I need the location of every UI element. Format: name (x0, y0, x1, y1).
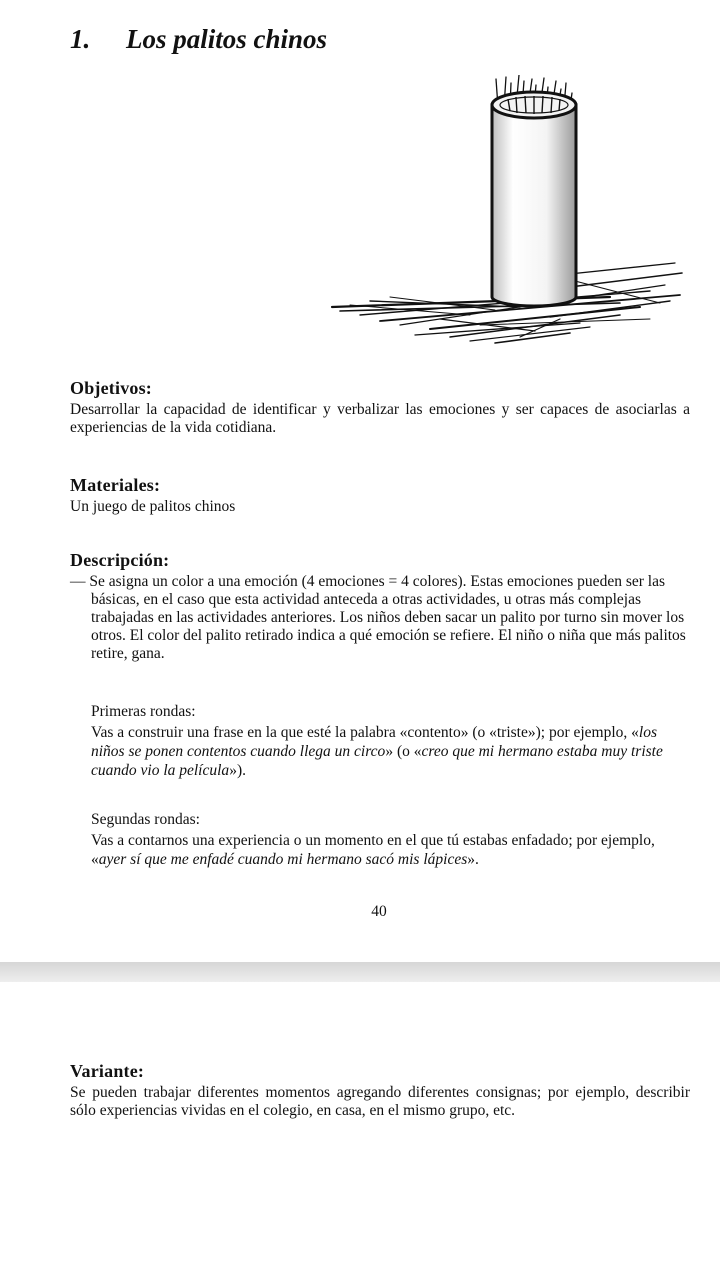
objetivos-heading: Objetivos: (70, 378, 152, 398)
descripcion-heading: Descripción: (70, 550, 170, 570)
page-number: 40 (371, 903, 387, 920)
primeras-rondas-label: Primeras rondas: (91, 703, 196, 720)
primeras-rondas-text (91, 723, 690, 780)
chapter-number: 1. (70, 24, 91, 54)
page-separator (0, 962, 720, 982)
primeras-rondas-example-2: creo que mi hermano estaba muy triste cuando vio la película (91, 743, 663, 779)
descripcion-dash: — (70, 573, 90, 590)
segundas-rondas-tail: ». (467, 851, 479, 868)
pick-up-sticks-cylinder-illustration (320, 75, 690, 350)
segundas-rondas-label: Segundas rondas: (91, 811, 200, 828)
chapter-title (70, 24, 327, 55)
materiales-heading: Materiales: (70, 475, 161, 495)
descripcion-text (70, 573, 690, 663)
segundas-rondas-lead: Vas a contarnos una experiencia o un momento en el que tú estabas enfadado; por ejemplo, « (91, 832, 655, 868)
variante-section (70, 1061, 690, 1120)
primeras-rondas-tail: »). (229, 762, 246, 779)
descripcion-body: Se asigna un color a una emoción (4 emociones = 4 colores). Estas emociones pueden ser las básicas, en el caso que esta actividad anteceda a otras actividades, u otras más complejas trabajadas en las actividades anteriores. Los niños deben sacar un palito por turno sin mover los otros. El color del palito retirado indica a qué emoción se refiere. El niño o niña que más palitos retire, gana. (89, 573, 686, 662)
materiales-text: Un juego de palitos chinos (70, 498, 236, 515)
primeras-rondas-lead: Vas a construir una frase en la que esté la palabra «contento» (o «triste»); por ejemplo, « (91, 724, 639, 741)
primeras-rondas-section (70, 703, 690, 780)
segundas-rondas-example: ayer sí que me enfadé cuando mi hermano sacó mis lápices (98, 851, 468, 868)
objetivos-text: Desarrollar la capacidad de identificar y verbalizar las emociones y ser capaces de asociarlas a experiencias de la vida cotidiana. (70, 401, 690, 436)
segundas-rondas-section (70, 811, 690, 869)
variante-text: Se pueden trabajar diferentes momentos agregando diferentes consignas; por ejemplo, describir sólo experiencias vividas en el colegio, en casa, en el mismo grupo, etc. (70, 1084, 690, 1119)
descripcion-section (70, 550, 690, 663)
objetivos-section (70, 378, 690, 437)
chapter-title-text: Los palitos chinos (126, 24, 328, 54)
segundas-rondas-text (91, 831, 690, 869)
variante-heading: Variante: (70, 1061, 145, 1081)
document-page-41 (0, 982, 720, 1280)
primeras-rondas-example-1: los niños se ponen contentos cuando llega un circo (91, 724, 657, 760)
materiales-section (70, 475, 690, 516)
primeras-rondas-mid: » (o « (385, 743, 422, 760)
